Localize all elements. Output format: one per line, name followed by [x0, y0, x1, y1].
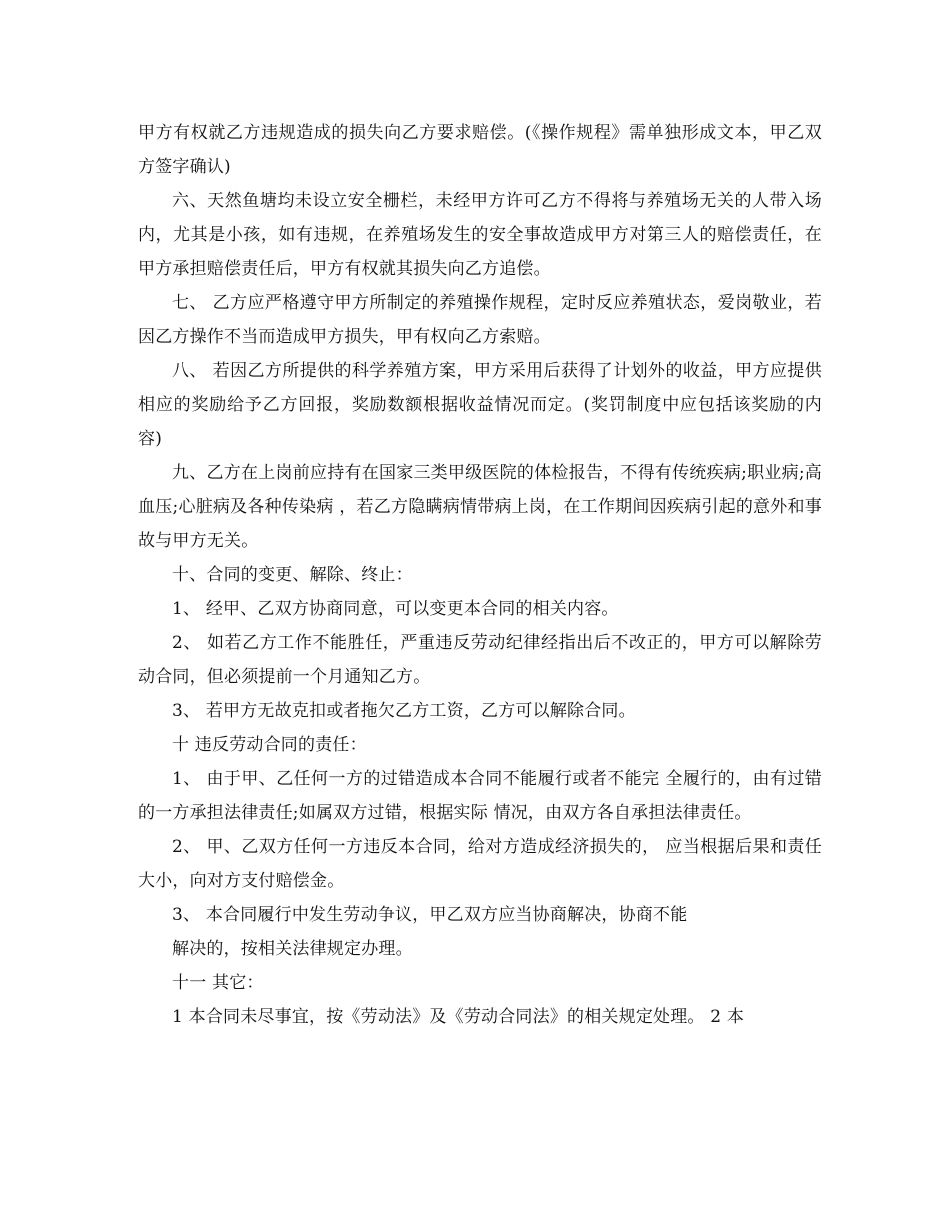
document-body: [138, 116, 822, 1034]
paragraph-clause-9: 九、乙方在上岗前应持有在国家三类甲级医院的体检报告，不得有传统疾病;职业病;高血压;心脏病及各种传染病 ，若乙方隐瞒病情带病上岗，在工作期间因疾病引起的意外和事故与甲方无关。: [138, 463, 822, 551]
paragraph-clause-8: 八、 若因乙方所提供的科学养殖方案，甲方采用后获得了计划外的收益，甲方应提供相应的奖励给予乙方回报，奖励数额根据收益情况而定。(奖罚制度中应包括该奖励的内容): [138, 361, 822, 449]
subclause-liability-3-continued: 解决的，按相关法律规定办理。: [172, 939, 413, 959]
subclause-10-3: 3、 若甲方无故克扣或者拖欠乙方工资，乙方可以解除合同。: [172, 701, 636, 721]
paragraph-clause-6: 六、天然鱼塘均未设立安全栅栏，未经甲方许可乙方不得将与养殖场无关的人带入场内，尤其是小孩，如有违规，在养殖场发生的安全事故造成甲方对第三人的赔偿责任，在甲方承担赔偿责任后，甲方有权就其损失向乙方追偿。: [138, 191, 822, 279]
paragraph-compensation-rules: 甲方有权就乙方违规造成的损失向乙方要求赔偿。(《操作规程》需单独形成文本，甲乙双方签字确认): [138, 123, 822, 177]
subclause-10-1: 1、 经甲、乙双方协商同意，可以变更本合同的相关内容。: [172, 599, 619, 619]
subclause-other-1: 1 本合同未尽事宜，按《劳动法》及《劳动合同法》的相关规定处理。 2 本: [172, 1007, 745, 1027]
paragraph-clause-7: 七、 乙方应严格遵守甲方所制定的养殖操作规程，定时反应养殖状态，爱岗敬业，若因乙方操作不当而造成甲方损失，甲有权向乙方索赔。: [138, 293, 822, 347]
section-heading-change-termination: 十、合同的变更、解除、终止：: [172, 565, 413, 585]
section-heading-other: 十一 其它：: [172, 973, 264, 993]
section-heading-liability: 十 违反劳动合同的责任：: [172, 735, 367, 755]
subclause-10-2: 2、 如若乙方工作不能胜任，严重违反劳动纪律经指出后不改正的，甲方可以解除劳动合同，但必须提前一个月通知乙方。: [138, 633, 822, 687]
subclause-liability-2: 2、 甲、乙双方任何一方违反本合同，给对方造成经济损失的， 应当根据后果和责任大小，向对方支付赔偿金。: [138, 837, 822, 891]
subclause-liability-1: 1、 由于甲、乙任何一方的过错造成本合同不能履行或者不能完 全履行的，由有过错的一方承担法律责任;如属双方过错，根据实际 情况，由双方各自承担法律责任。: [138, 769, 822, 823]
subclause-liability-3: 3、 本合同履行中发生劳动争议，甲乙双方应当协商解决，协商不能: [172, 905, 688, 925]
